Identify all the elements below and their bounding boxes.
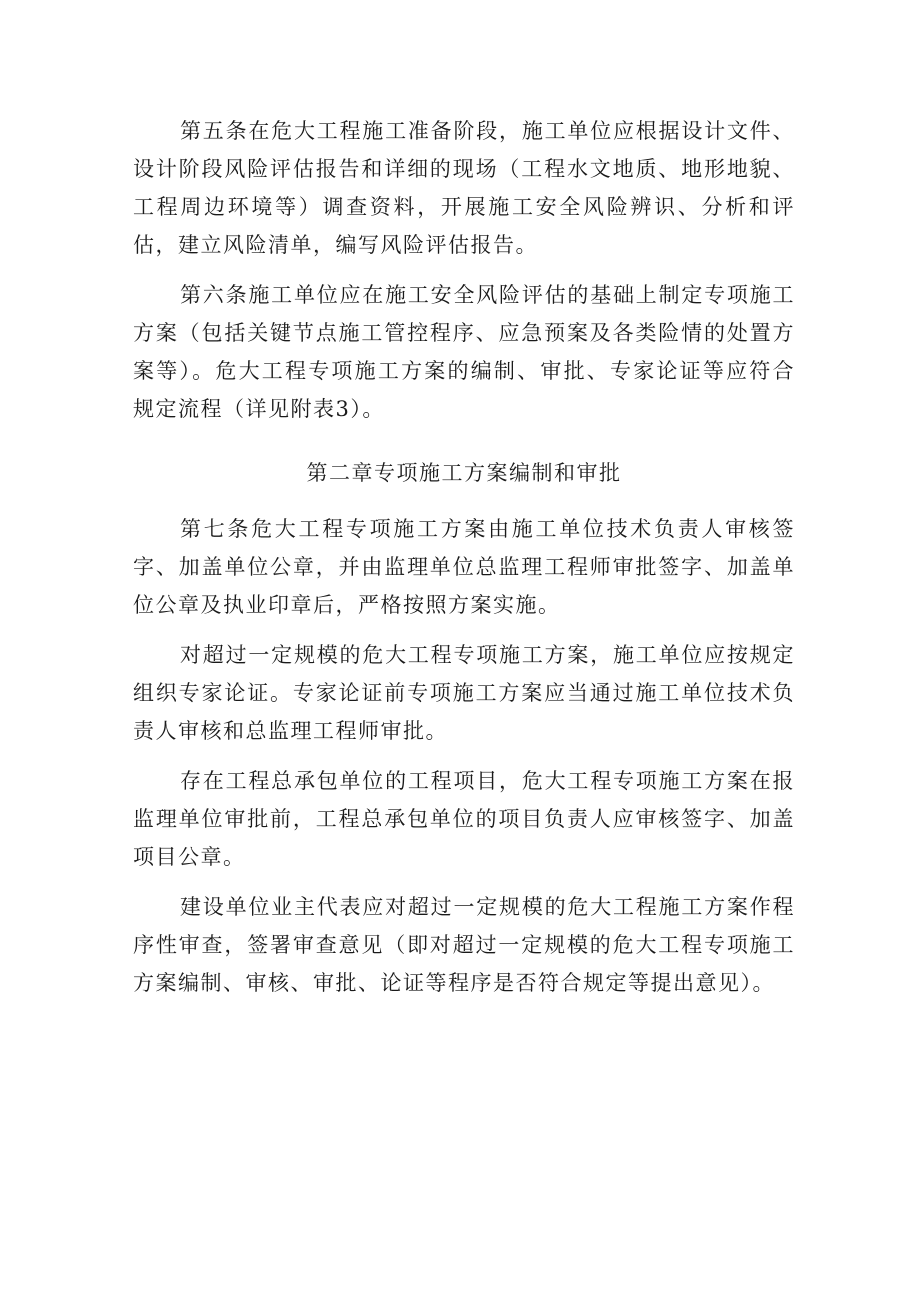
- owner-review-paragraph: 建设单位业主代表应对超过一定规模的危大工程施工方案作程序性审查，签署审查意见（即对超过一定规模的危大工程专项施工方案编制、审核、审批、论证等程序是否符合规定等提出意见）。: [133, 895, 795, 995]
- expert-review-paragraph: 对超过一定规模的危大工程专项施工方案，施工单位应按规定组织专家论证。专家论证前专项施工方案应当通过施工单位技术负责人审核和总监理工程师审批。: [133, 643, 795, 743]
- article-5-paragraph: 第五条在危大工程施工准备阶段，施工单位应根据设计文件、设计阶段风险评估报告和详细的现场（工程水文地质、地形地貌、工程周边环境等）调查资料，开展施工安全风险辨识、分析和评估，建立风险清单，编写风险评估报告。: [133, 119, 795, 257]
- chapter-heading: 第二章专项施工方案编制和审批: [306, 461, 622, 485]
- general-contractor-paragraph: 存在工程总承包单位的工程项目，危大工程专项施工方案在报监理单位审批前，工程总承包单位的项目负责人应审核签字、加盖项目公章。: [133, 769, 795, 869]
- document-page: [133, 112, 795, 1002]
- article-7-paragraph: 第七条危大工程专项施工方案由施工单位技术负责人审核签字、加盖单位公章，并由监理单位总监理工程师审批签字、加盖单位公章及执业印章后，严格按照方案实施。: [133, 517, 795, 617]
- article-6-paragraph: 第六条施工单位应在施工安全风险评估的基础上制定专项施工方案（包括关键节点施工管控程序、应急预案及各类险情的处置方案等）。危大工程专项施工方案的编制、审批、专家论证等应符合规定流程（详见附表3）。: [133, 283, 795, 421]
